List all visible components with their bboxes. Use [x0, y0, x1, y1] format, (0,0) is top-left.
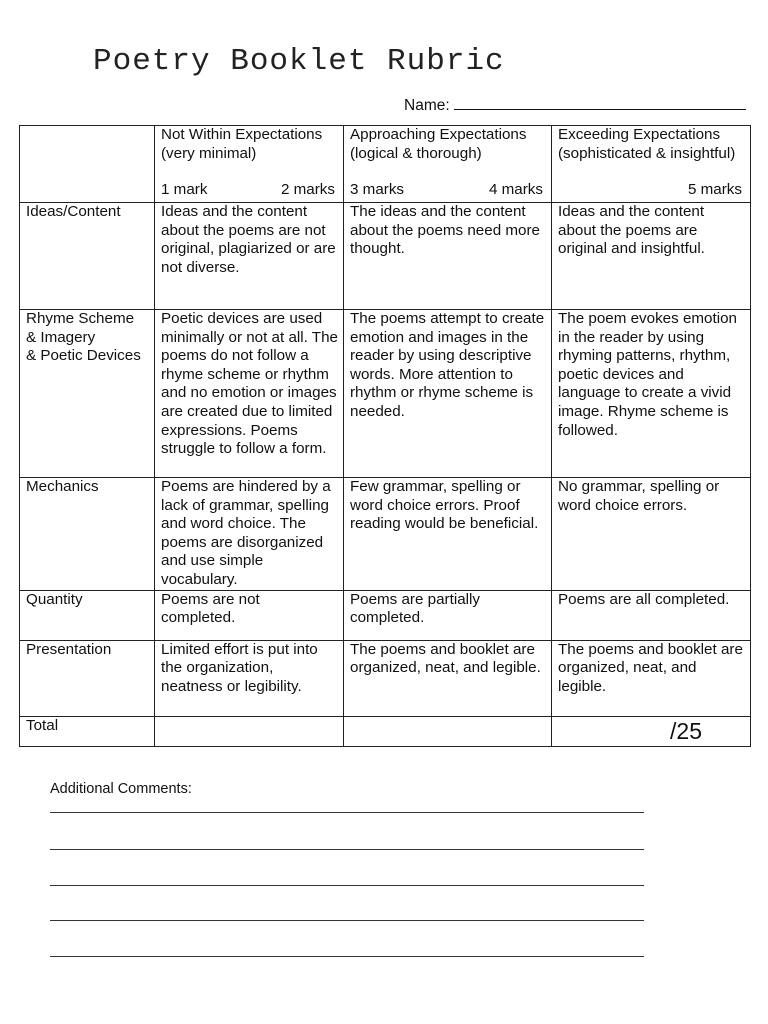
rubric-cell: Few grammar, spelling or word choice errors. Proof reading would be beneficial.	[344, 478, 552, 591]
rubric-cell: Poems are hindered by a lack of grammar, spelling and word choice. The poems are disorganized and use simple vocabulary.	[155, 478, 344, 591]
table-row	[20, 478, 751, 591]
page-title: Poetry Booklet Rubric	[93, 44, 505, 79]
marks-label: 1 mark	[161, 181, 208, 199]
rubric-cell: The ideas and the content about the poems need more thought.	[344, 203, 552, 310]
marks-label: 4 marks	[488, 181, 543, 199]
row-label	[20, 310, 155, 478]
rubric-cell: No grammar, spelling or word choice errors.	[552, 478, 751, 591]
marks-range	[161, 181, 338, 200]
header-row	[20, 126, 751, 203]
rubric-cell: Limited effort is put into the organization, neatness or legibility.	[155, 640, 344, 716]
total-row	[20, 716, 751, 746]
total-score: /25	[552, 716, 751, 746]
rubric-cell: Poetic devices are used minimally or not at all. The poems do not follow a rhyme scheme or rhythm and no emotion or images are created due to limited expressions. Poems struggle to follow a form.	[155, 310, 344, 478]
column-subheading: (very minimal)	[161, 144, 257, 162]
rubric-cell: Ideas and the content about the poems are original and insightful.	[552, 203, 751, 310]
rubric-cell: The poems and booklet are organized, neat, and legible.	[552, 640, 751, 716]
marks-label: 5 marks	[687, 181, 742, 199]
total-cell[interactable]	[344, 716, 552, 746]
rubric-cell: Poems are all completed.	[552, 590, 751, 640]
header-cell-approaching	[344, 126, 552, 203]
table-row	[20, 590, 751, 640]
rubric-cell: The poem evokes emotion in the reader by using rhyming patterns, rhythm, poetic devices and language to create a vivid image. Rhyme scheme is followed.	[552, 310, 751, 478]
name-field[interactable]	[404, 95, 746, 115]
marks-label: 3 marks	[350, 181, 405, 199]
column-subheading: (logical & thorough)	[350, 144, 482, 162]
row-label: Quantity	[20, 590, 155, 640]
header-corner-cell	[20, 126, 155, 203]
row-label-line: Rhyme Scheme	[26, 310, 135, 327]
row-label: Ideas/Content	[20, 203, 155, 310]
rubric-cell: Poems are not completed.	[155, 590, 344, 640]
table-row	[20, 310, 751, 478]
rubric-table	[19, 125, 751, 747]
header-cell-exceeding	[552, 126, 751, 203]
column-heading: Not Within Expectations	[161, 126, 323, 143]
table-row	[20, 203, 751, 310]
comment-line[interactable]	[50, 812, 644, 813]
rubric-cell: Poems are partially completed.	[344, 590, 552, 640]
column-heading: Exceeding Expectations	[558, 126, 721, 143]
column-subheading: (sophisticated & insightful)	[558, 144, 736, 162]
row-label: Mechanics	[20, 478, 155, 591]
comment-line[interactable]	[50, 849, 644, 850]
rubric-cell: The poems and booklet are organized, neat, and legible.	[344, 640, 552, 716]
name-label: Name:	[404, 97, 450, 114]
comments-label: Additional Comments:	[50, 781, 192, 797]
row-label-line: & Imagery	[26, 328, 96, 346]
rubric-cell: The poems attempt to create emotion and images in the reader by using descriptive words. More attention to rhythm or rhyme scheme is needed.	[344, 310, 552, 478]
comment-line[interactable]	[50, 920, 644, 921]
marks-range	[350, 181, 546, 200]
row-label-line: & Poetic Devices	[26, 347, 141, 365]
row-label: Presentation	[20, 640, 155, 716]
marks-range	[558, 181, 745, 200]
column-heading: Approaching Expectations	[350, 126, 527, 143]
header-cell-not-within	[155, 126, 344, 203]
name-blank-line[interactable]	[454, 95, 746, 110]
comment-line[interactable]	[50, 956, 644, 957]
rubric-cell: Ideas and the content about the poems are not original, plagiarized or are not diverse.	[155, 203, 344, 310]
table-row	[20, 640, 751, 716]
marks-label: 2 marks	[280, 181, 335, 199]
comment-line[interactable]	[50, 885, 644, 886]
total-cell[interactable]	[155, 716, 344, 746]
total-label: Total	[20, 716, 155, 746]
